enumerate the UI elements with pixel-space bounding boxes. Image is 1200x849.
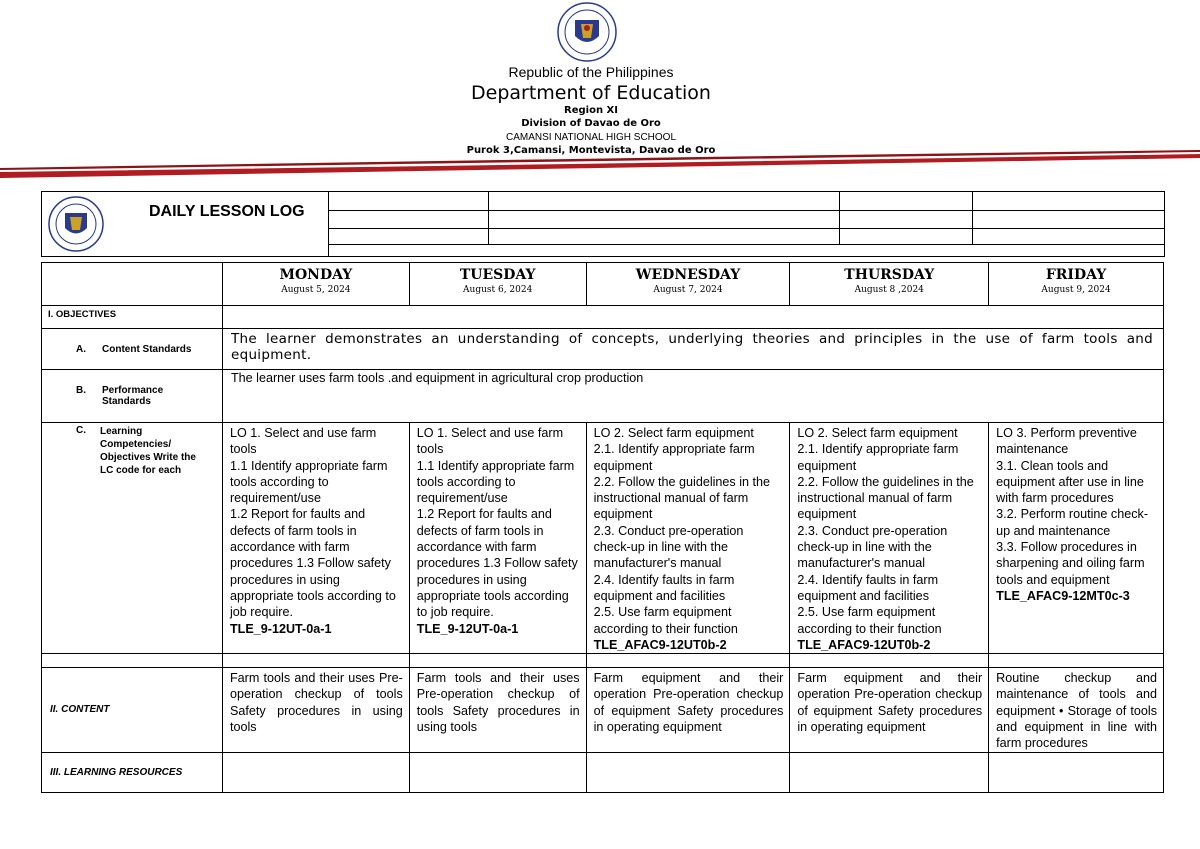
content-thursday: Farm equipment and their operation Pre-operation checkup of equipment Safety procedures in operating equipment <box>790 668 989 752</box>
objectives-heading: I. OBJECTIVES <box>42 306 223 329</box>
day-date: August 7, 2024 <box>653 285 723 295</box>
lc-text: LO 1. Select and use farm tools 1.1 Identify appropriate farm tools according to requirement/use 1.2 Report for faults and defects of farm tools in accordance with farm procedures 1.3 Follow safety procedures in using appropriate tools according to job require. <box>416 426 578 620</box>
label-text: Content Standards <box>102 343 192 355</box>
resources-heading: III. LEARNING RESOURCES <box>42 752 223 792</box>
division-line: Division of Davao de Oro <box>521 118 661 129</box>
resources-tuesday <box>409 752 586 792</box>
performance-standards-text: The learner uses farm tools .and equipment in agricultural crop production <box>222 370 1163 423</box>
resources-monday <box>222 752 409 792</box>
day-monday <box>222 263 409 306</box>
dll-header-box <box>41 191 1165 257</box>
spacer-cell <box>989 654 1164 668</box>
lc-tuesday <box>409 423 586 654</box>
resources-thursday <box>790 752 989 792</box>
dll-grid-line <box>328 210 1164 211</box>
day-date: August 9, 2024 <box>1041 285 1111 295</box>
dll-grid-line <box>328 228 1164 229</box>
lc-thursday <box>790 423 989 654</box>
day-date: August 5, 2024 <box>281 285 351 295</box>
resources-friday <box>989 752 1164 792</box>
address-line: Purok 3,Camansi, Montevista, Davao de Oro <box>466 145 716 156</box>
label-letter: B. <box>76 385 86 396</box>
label-letter: C. <box>76 425 86 436</box>
objectives-row <box>42 306 1164 329</box>
department-line: Department of Education <box>471 82 711 104</box>
deped-seal-top <box>557 2 617 62</box>
objectives-blank <box>222 306 1163 329</box>
dll-title-area <box>42 192 329 256</box>
day-thursday <box>790 263 989 306</box>
dll-title: DAILY LESSON LOG <box>149 203 305 220</box>
lc-text: LO 3. Perform preventive maintenance 3.1. Clean tools and equipment after use in line with farm procedures 3.2. Perform routine check-up and maintenance 3.3. Follow procedures in sharpening and oiling farm tools and equipment <box>996 426 1149 587</box>
day-name: MONDAY <box>279 267 353 283</box>
spacer-cell <box>409 654 586 668</box>
lc-text: LO 2. Select farm equipment 2.1. Identify appropriate farm equipment 2.2. Follow the guidelines in the instructional manual of farm equipment 2.3. Conduct pre-operation check-up in line with the manufacturer's manual 2.4. Identify faults in farm equipment and facilities 2.5. Use farm equipment according to their function <box>797 426 974 636</box>
day-name: TUESDAY <box>459 267 536 283</box>
content-standards-text: The learner demonstrates an understanding of concepts, underlying theories and principles in the use of farm tools and equipment. <box>222 329 1163 370</box>
label-wrap <box>42 385 222 407</box>
lesson-log-table <box>41 262 1164 793</box>
spacer-cell <box>42 654 223 668</box>
day-name: THURSDAY <box>844 267 935 283</box>
day-name: WEDNESDAY <box>635 267 741 283</box>
content-heading: II. CONTENT <box>42 668 223 752</box>
content-standards-row <box>42 329 1164 370</box>
lc-text: LO 2. Select farm equipment 2.1. Identify appropriate farm equipment 2.2. Follow the guidelines in the instructional manual of farm equipment 2.3. Conduct pre-operation check-up in line with the manufacturer's manual 2.4. Identify faults in farm equipment and facilities 2.5. Use farm equipment according to their function <box>593 426 771 636</box>
label-text: Learning Competencies/ Objectives Write the LC code for each <box>100 426 196 476</box>
lc-wednesday <box>586 423 790 654</box>
lc-code: TLE_AFAC9-12UT0b-2 <box>593 637 727 652</box>
performance-standards-label <box>42 370 223 423</box>
school-line: CAMANSI NATIONAL HIGH SCHOOL <box>505 132 677 143</box>
label-letter: A. <box>76 343 86 355</box>
learning-competencies-row <box>42 423 1164 654</box>
corner-cell <box>42 263 223 306</box>
day-wednesday <box>586 263 790 306</box>
lc-monday <box>222 423 409 654</box>
spacer-cell <box>586 654 790 668</box>
dll-grid-line <box>839 192 840 244</box>
deped-seal-small-icon <box>48 195 104 253</box>
content-tuesday: Farm tools and their uses Pre-operation checkup of tools Safety procedures in using tools <box>409 668 586 752</box>
dll-grid-line <box>972 192 973 244</box>
lc-code: TLE_9-12UT-0a-1 <box>416 621 519 636</box>
resources-wednesday <box>586 752 790 792</box>
region-line: Region XI <box>564 105 618 116</box>
header-red-band <box>0 150 1200 180</box>
dll-grid-line <box>488 192 489 244</box>
content-monday: Farm tools and their uses Pre-operation checkup of tools Safety procedures in using tools <box>222 668 409 752</box>
day-name: FRIDAY <box>1045 267 1107 283</box>
deped-seal-icon <box>557 2 617 62</box>
performance-standards-row <box>42 370 1164 423</box>
content-standards-label <box>42 329 223 370</box>
day-header-row <box>42 263 1164 306</box>
content-wednesday: Farm equipment and their operation Pre-operation checkup of equipment Safety procedures in operating equipment <box>586 668 790 752</box>
resources-row <box>42 752 1164 792</box>
republic-line: Republic of the Philippines <box>508 64 674 80</box>
lc-code: TLE_AFAC9-12MT0c-3 <box>996 588 1130 603</box>
day-date: August 6, 2024 <box>463 285 533 295</box>
lc-label <box>42 423 223 654</box>
content-row <box>42 668 1164 752</box>
label-text: Performance Standards <box>102 385 164 407</box>
label-wrap <box>42 425 222 477</box>
lc-code: TLE_9-12UT-0a-1 <box>229 621 332 636</box>
day-date: August 8 ,2024 <box>854 285 924 295</box>
spacer-cell <box>222 654 409 668</box>
lc-code: TLE_AFAC9-12UT0b-2 <box>797 637 931 652</box>
dll-grid-line <box>328 244 1164 245</box>
spacer-row <box>42 654 1164 668</box>
content-friday: Routine checkup and maintenance of tools and equipment • Storage of tools and equipment in line with farm procedures <box>989 668 1164 752</box>
lc-text: LO 1. Select and use farm tools 1.1 Identify appropriate farm tools according to requirement/use 1.2 Report for faults and defects of farm tools in accordance with farm procedures 1.3 Follow safety procedures in using appropriate tools according to job require. <box>229 426 396 620</box>
day-friday <box>989 263 1164 306</box>
lc-friday <box>989 423 1164 654</box>
day-tuesday <box>409 263 586 306</box>
spacer-cell <box>790 654 989 668</box>
